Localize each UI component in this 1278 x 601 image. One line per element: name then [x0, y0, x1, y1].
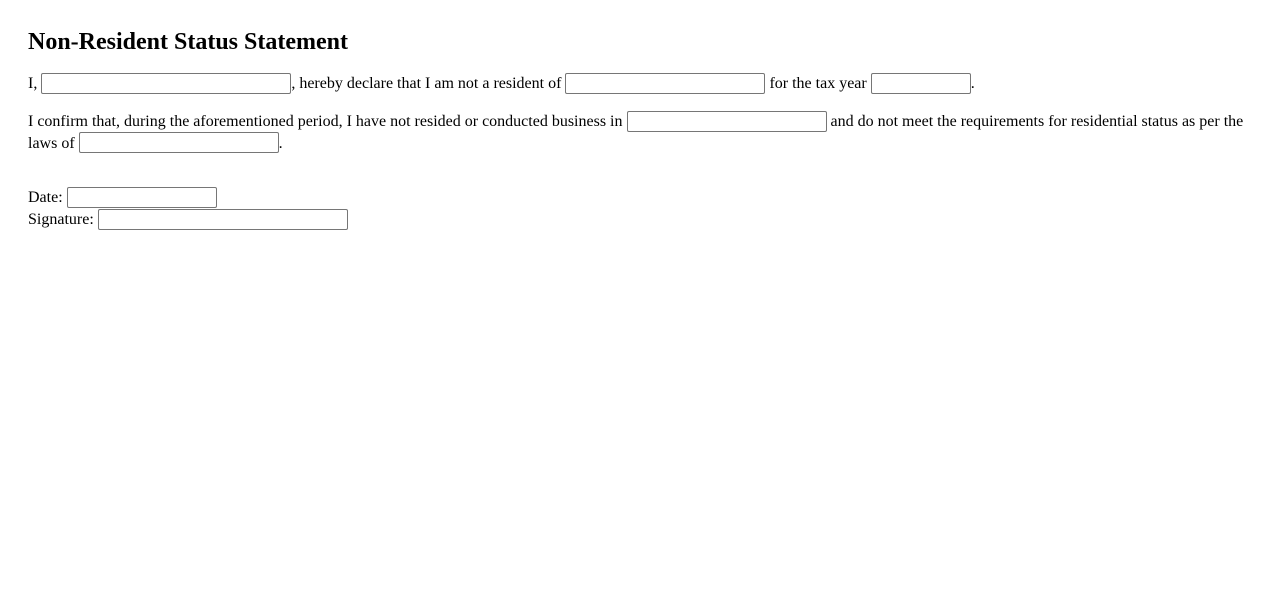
- declaration-paragraph: [28, 73, 1250, 95]
- tax-year-input[interactable]: [871, 73, 971, 94]
- date-row: [28, 187, 1250, 209]
- residence-country-input[interactable]: [565, 73, 765, 94]
- confirmation-paragraph: [28, 111, 1250, 155]
- confirmation-end: .: [278, 134, 283, 152]
- laws-jurisdiction-input[interactable]: [79, 132, 279, 153]
- confirmation-middle-text: and do not meet the requirements for residential status as per the laws of: [28, 112, 1244, 152]
- signature-block: [28, 187, 1250, 231]
- confirmation-prefix: I confirm that, during the aforementioned period, I have not resided or conducted business in: [28, 112, 623, 130]
- declarant-name-input[interactable]: [41, 73, 291, 94]
- page-title: Non-Resident Status Statement: [28, 29, 348, 55]
- declaration-end: .: [970, 75, 975, 92]
- declaration-prefix: I,: [28, 75, 38, 92]
- statement-page: [0, 0, 1278, 231]
- date-input[interactable]: [67, 187, 217, 208]
- business-location-input[interactable]: [627, 111, 827, 132]
- signature-label: Signature:: [28, 211, 94, 229]
- signature-row: [28, 209, 1250, 231]
- declaration-middle-text: , hereby declare that I am not a resident of: [291, 75, 562, 92]
- date-label: Date:: [28, 189, 63, 207]
- tax-year-label: for the tax year: [769, 75, 867, 92]
- signature-input[interactable]: [98, 209, 348, 230]
